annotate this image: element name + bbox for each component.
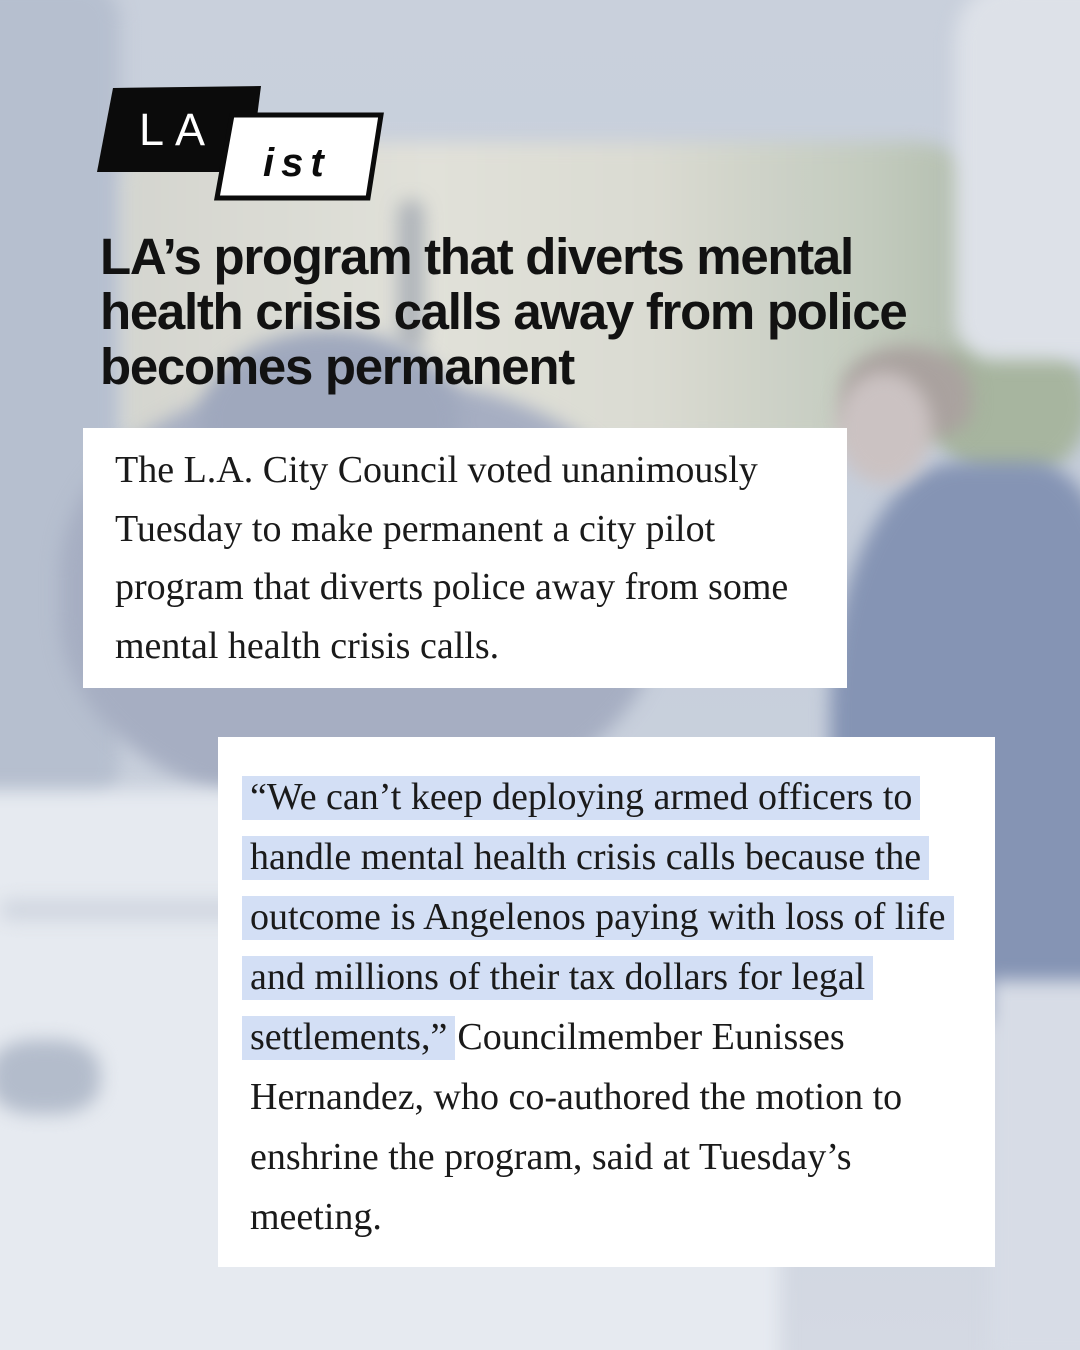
summary-line: The L.A. City Council voted unanimously [115,449,758,491]
summary-line: Tuesday to make permanent a city pilot [115,507,716,550]
headline [100,229,906,394]
headline-line: LA’s program that diverts mental [100,228,853,285]
quote-highlight: settlements,” [242,1016,455,1060]
quote-highlight: handle mental health crisis calls because the [242,836,929,880]
quote-highlight: outcome is Angelenos paying with loss of life [242,896,954,940]
logo-ist-text: ist [263,141,331,185]
quote-line [250,767,995,827]
quote-highlight: and millions of their tax dollars for legal [242,956,873,1000]
summary-card [83,428,847,688]
quote-card [218,737,995,1267]
attribution-line: meeting. [250,1196,382,1238]
headline-line: health crisis calls away from police [100,283,907,340]
quote-line [250,1007,995,1067]
logo-la-text: LA [139,104,217,155]
laist-logo [95,85,395,205]
quote-line [250,887,995,947]
quote-line [250,947,995,1007]
headline-line: becomes permanent [100,338,574,395]
quote-highlight: “We can’t keep deploying armed officers to [242,776,920,820]
background-lower-right [990,980,1080,1350]
summary-line: program that diverts police away from some [115,566,789,608]
summary-line: mental health crisis calls. [115,624,500,667]
background-car-pillar [955,0,1080,360]
attribution-text: Councilmember Eunisses [457,1016,845,1058]
attribution-line: Hernandez, who co-authored the motion to [250,1076,903,1118]
background-door-handle [0,1040,100,1114]
quote-line [250,827,995,887]
attribution-line: enshrine the program, said at Tuesday’s [250,1136,852,1178]
